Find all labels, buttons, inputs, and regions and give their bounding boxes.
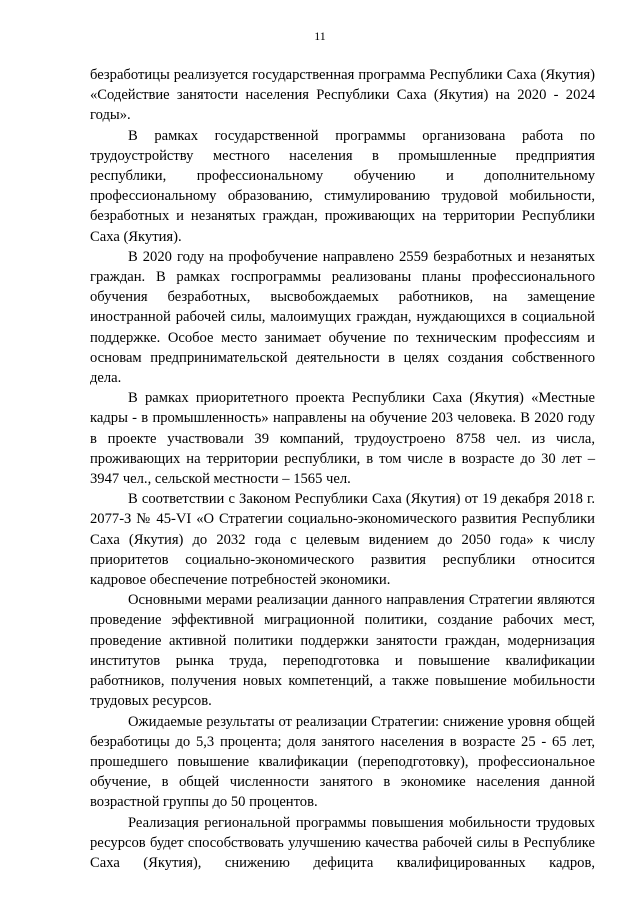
paragraph-5: В соответствии с Законом Республики Саха (Якутия) от 19 декабря 2018 г. 2077-З № 45-VI «О Стратегии социально-экономического развития Республики Саха (Якутия) до 2032 года с целевым видением до 2050 года» к числу приоритетов социально-экономического развития республики относится кадровое обеспечение потребностей экономики. <box>90 491 595 589</box>
paragraph-4: В рамках приоритетного проекта Республики Саха (Якутия) «Местные кадры - в промышленность» направлены на обучение 203 человека. В 2020 году в проекте участвовали 39 компаний, трудоустроено 8758 чел. из числа, проживающих на территории республики, в том числе в возрасте до 30 лет – 3947 чел., сельской местности – 1565 чел. <box>90 390 595 488</box>
page-number: 11 <box>314 29 326 43</box>
paragraph-1: безработицы реализуется государственная программа Республики Саха (Якутия) «Содействие занятости населения Республики Саха (Якутия) на 2020 - 2024 годы». <box>90 67 595 124</box>
paragraph-8: Реализация региональной программы повышения мобильности трудовых ресурсов будет способствовать улучшению качества рабочей силы в Республике Саха (Якутия), снижению дефицита квалифицированных кадров, <box>90 814 595 871</box>
document-body <box>90 65 595 873</box>
paragraph-7: Ожидаемые результаты от реализации Стратегии: снижение уровня общей безработицы до 5,3 процента; доля занятого населения в возрасте 25 - 65 лет, прошедшего повышение квалификации (переподготовку), профессиональное обучение, в общей численности занятого в экономике населения данной возрастной группы до 50 процентов. <box>90 713 595 811</box>
paragraph-3: В 2020 году на профобучение направлено 2559 безработных и незанятых граждан. В рамках госпрограммы реализованы планы профессионального обучения безработных, высвобождаемых работников, на замещение иностранной рабочей силы, малоимущих граждан, нуждающихся в социальной поддержке. Особое место занимает обучение по техническим профессиям и основам предпринимательской деятельности в целях создания собственного дела. <box>90 248 595 387</box>
paragraph-2: В рамках государственной программы организована работа по трудоустройству местного населения в промышленные предприятия республики, профессиональному обучению и дополнительному профессиональному образованию, стимулированию трудовой мобильности, безработных и незанятых граждан, проживающих на территории Республики Саха (Якутия). <box>90 127 595 245</box>
paragraph-6: Основными мерами реализации данного направления Стратегии являются проведение эффективной миграционной политики, создание рабочих мест, проведение активной политики поддержки занятости граждан, модернизация институтов рынка труда, переподготовка и повышение квалификации работников, получения новых компетенций, а также повышение мобильности трудовых ресурсов. <box>90 592 595 710</box>
